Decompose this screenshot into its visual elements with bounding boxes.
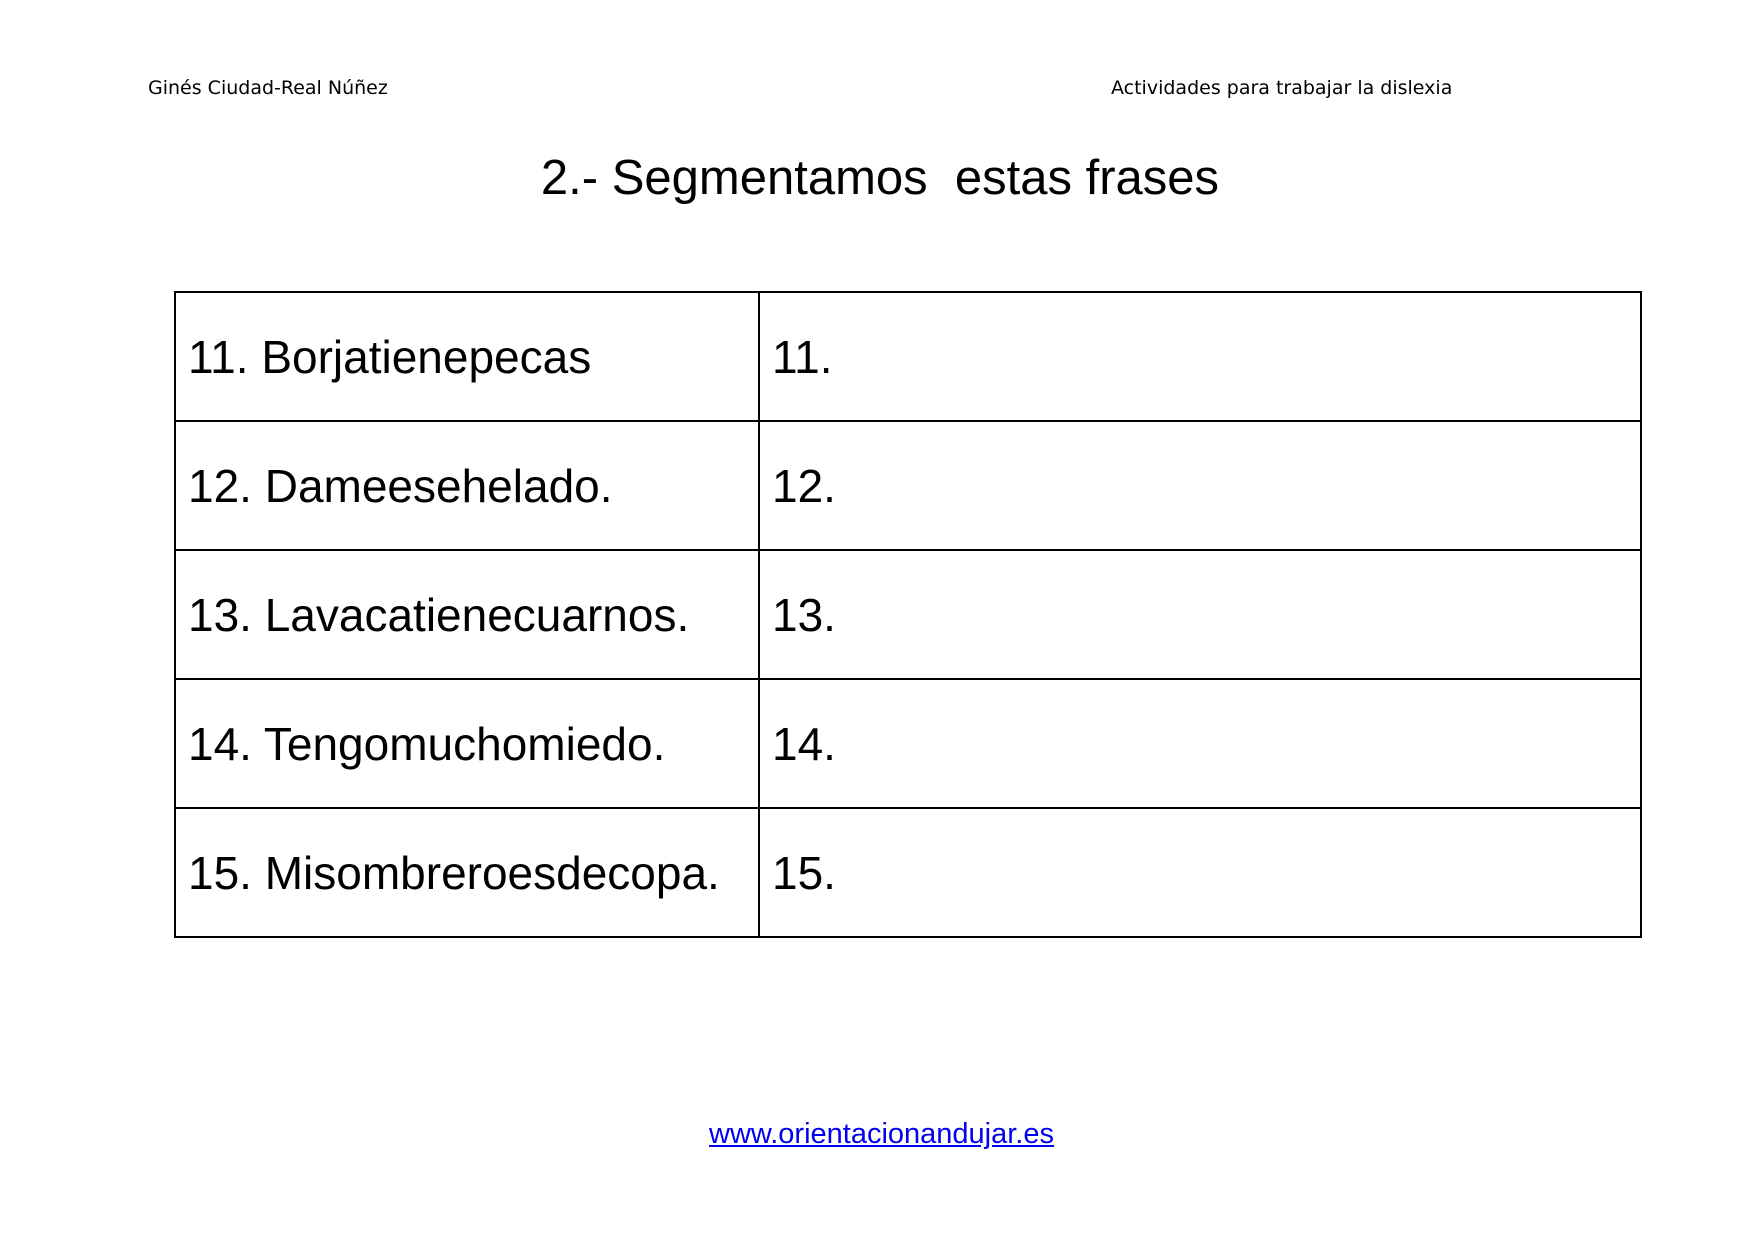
sentence-cell: 15. Misombreroesdecopa. (175, 808, 759, 937)
answer-cell[interactable]: 11. (759, 292, 1641, 421)
answer-cell[interactable]: 15. (759, 808, 1641, 937)
table-row (175, 292, 1641, 421)
sentence-cell: 14. Tengomuchomiedo. (175, 679, 759, 808)
sentence-cell: 13. Lavacatienecuarnos. (175, 550, 759, 679)
footer (0, 1116, 1754, 1152)
sentence-cell: 11. Borjatienepecas (175, 292, 759, 421)
answer-cell[interactable]: 14. (759, 679, 1641, 808)
sentence-cell: 12. Dameesehelado. (175, 421, 759, 550)
segmentation-table (174, 291, 1642, 938)
header-subtitle: Actividades para trabajar la dislexia (1111, 77, 1453, 99)
answer-cell[interactable]: 12. (759, 421, 1641, 550)
table-row (175, 550, 1641, 679)
answer-cell[interactable]: 13. (759, 550, 1641, 679)
header-author: Ginés Ciudad-Real Núñez (148, 77, 388, 99)
table-row (175, 679, 1641, 808)
website-link[interactable]: www.orientacionandujar.es (709, 1118, 1054, 1150)
page-title: 2.- Segmentamos estas frases (540, 151, 1220, 205)
table-row (175, 421, 1641, 550)
table-row (175, 808, 1641, 937)
